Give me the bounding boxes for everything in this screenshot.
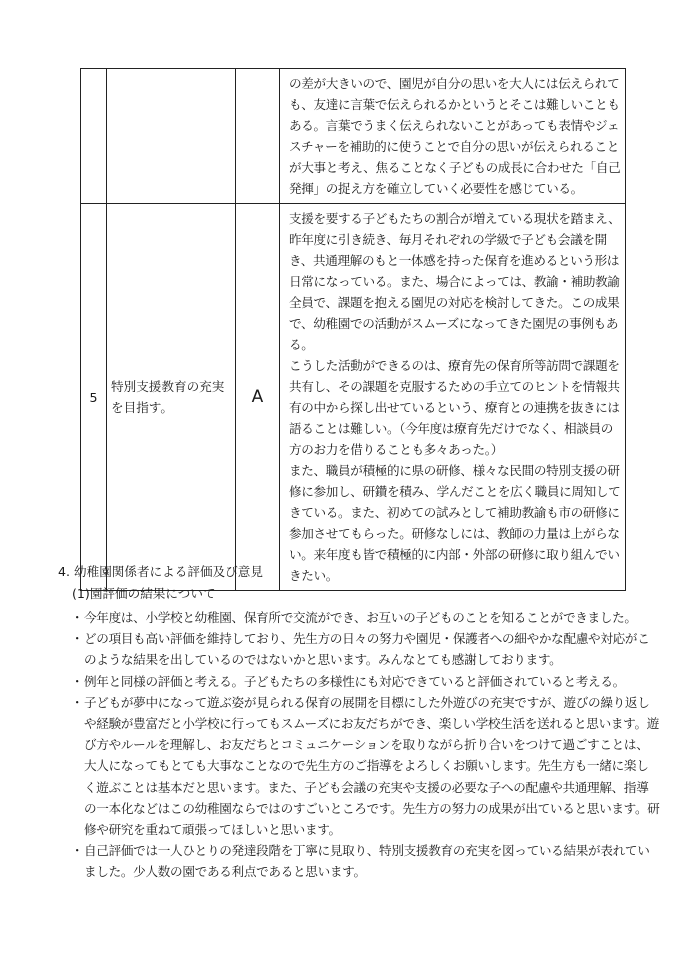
evaluation-paragraph: 支援を要する子どもたちの割合が増えている現状を踏まえ、昨年度に引き続き、毎月それぞれの学級で子ども会議を開き、共通理解のもと一体感を持った保育を進めるという形は日常になっている。また、場合によっては、教諭・補助教諭全員で、課題を抱える園児の対応を検討してきた。この成果で、幼稚園での活動がスムーズになってきた園児の事例もある。 [289,211,621,352]
item-title-cell: 特別支援教育の充実を目指す。 [107,204,236,591]
evaluation-paragraph: こうした活動ができるのは、療育先の保育所等訪問で課題を共有し、その課題を克服するための手立てのヒントを情報共有の中から探し出せているという、療育との連携を抜きには語ることは難しい。（今年度は療育先だけでなく、相談員の方のお力を借りることも多々あった。） [289,358,620,457]
evaluation-paragraph: の差が大きいので、園児が自分の思いを大人には伝えられても、友達に言葉で伝えられるかというとそこは難しいこともある。言葉でうまく伝えられないことがあっても表情やジェスチャーを補助的に使うことで自分の思いが伝えられることが大事と考え、焦ることなく子どもの成長に合わせた「自己発揮」の捉え方を確立していく必要性を感じている。 [289,76,621,196]
item-number-cell: 5 [81,204,107,591]
list-item [70,840,660,882]
list-item [70,607,660,628]
subsection-heading: (1)園評価の結果について [72,586,216,601]
table-row [81,204,626,591]
grade-cell [236,69,280,204]
evaluation-text-cell [280,204,626,591]
item-number-cell [81,69,107,204]
grade-cell [236,204,280,591]
list-item-text: 子どもが夢中になって遊ぶ姿が見られる保育の展開を目標にした外遊びの充実ですが、遊びの繰り返しや経験が豊富だと小学校に行ってもスムーズにお友だちができ、楽しい学校生活を送れると思います。遊び方やルールを理解し、お友だちとコミュニケーションを取りながら折り合いをつけて過ごすことは、大人になってもとても大事なことなので先生方のご指導をよろしくお願いします。先生方も一緒に楽しく遊ぶことは基本だと思います。また、子ども会議の充実や支援の必要な子への配慮や共通理解、指導の一本化などはこの幼稚園ならではのすごいところです。先生方の努力の成果が出ていると思います。研修や研究を重ねて頑張ってほしいと思います。 [84,694,660,838]
grade-mark: A [251,386,264,407]
table-row [81,69,626,204]
item-title-cell [107,69,236,204]
list-item-text: 自己評価では一人ひとりの発達段階を丁寧に見取り、特別支援教育の充実を図っている結果が表れていました。少人数の園である利点であると思います。 [84,843,650,880]
bullet-mark: ・ [70,610,84,625]
list-item-text: どの項目も高い評価を維持しており、先生方の日々の努力や園児・保護者への細やかな配慮や対応がこのような結果を出しているのではないかと思います。みんなとても感謝しております。 [84,631,650,668]
bullet-mark: ・ [70,843,84,859]
list-item [70,671,660,692]
list-item-text: 今年度は、小学校と幼稚園、保育所で交流ができ、お互いの子どものことを知ることができました。 [84,610,637,625]
opinion-list [70,607,660,883]
bullet-mark: ・ [70,694,84,710]
evaluation-table [80,68,626,591]
bullet-mark: ・ [70,631,84,647]
list-item-text: 例年と同様の評価と考える。子どもたちの多様性にも対応できていると評価されていると考える。 [84,673,625,689]
bullet-mark: ・ [70,673,84,689]
evaluation-paragraph: また、職員が積極的に県の研修、様々な民間の特別支援の研修に参加し、研鑽を積み、学んだことを広く職員に周知してきている。また、初めての試みとして補助教諭も市の研修に参加させてもらった。研修なしには、教師の力量は上がらない。来年度も皆で積極的に内部・外部の研修に取り組んでいきたい。 [289,463,621,583]
list-item [70,692,660,840]
evaluation-text-cell [280,69,626,204]
list-item [70,628,660,670]
section-heading: 4. 幼稚園関係者による評価及び意見 [58,564,263,579]
